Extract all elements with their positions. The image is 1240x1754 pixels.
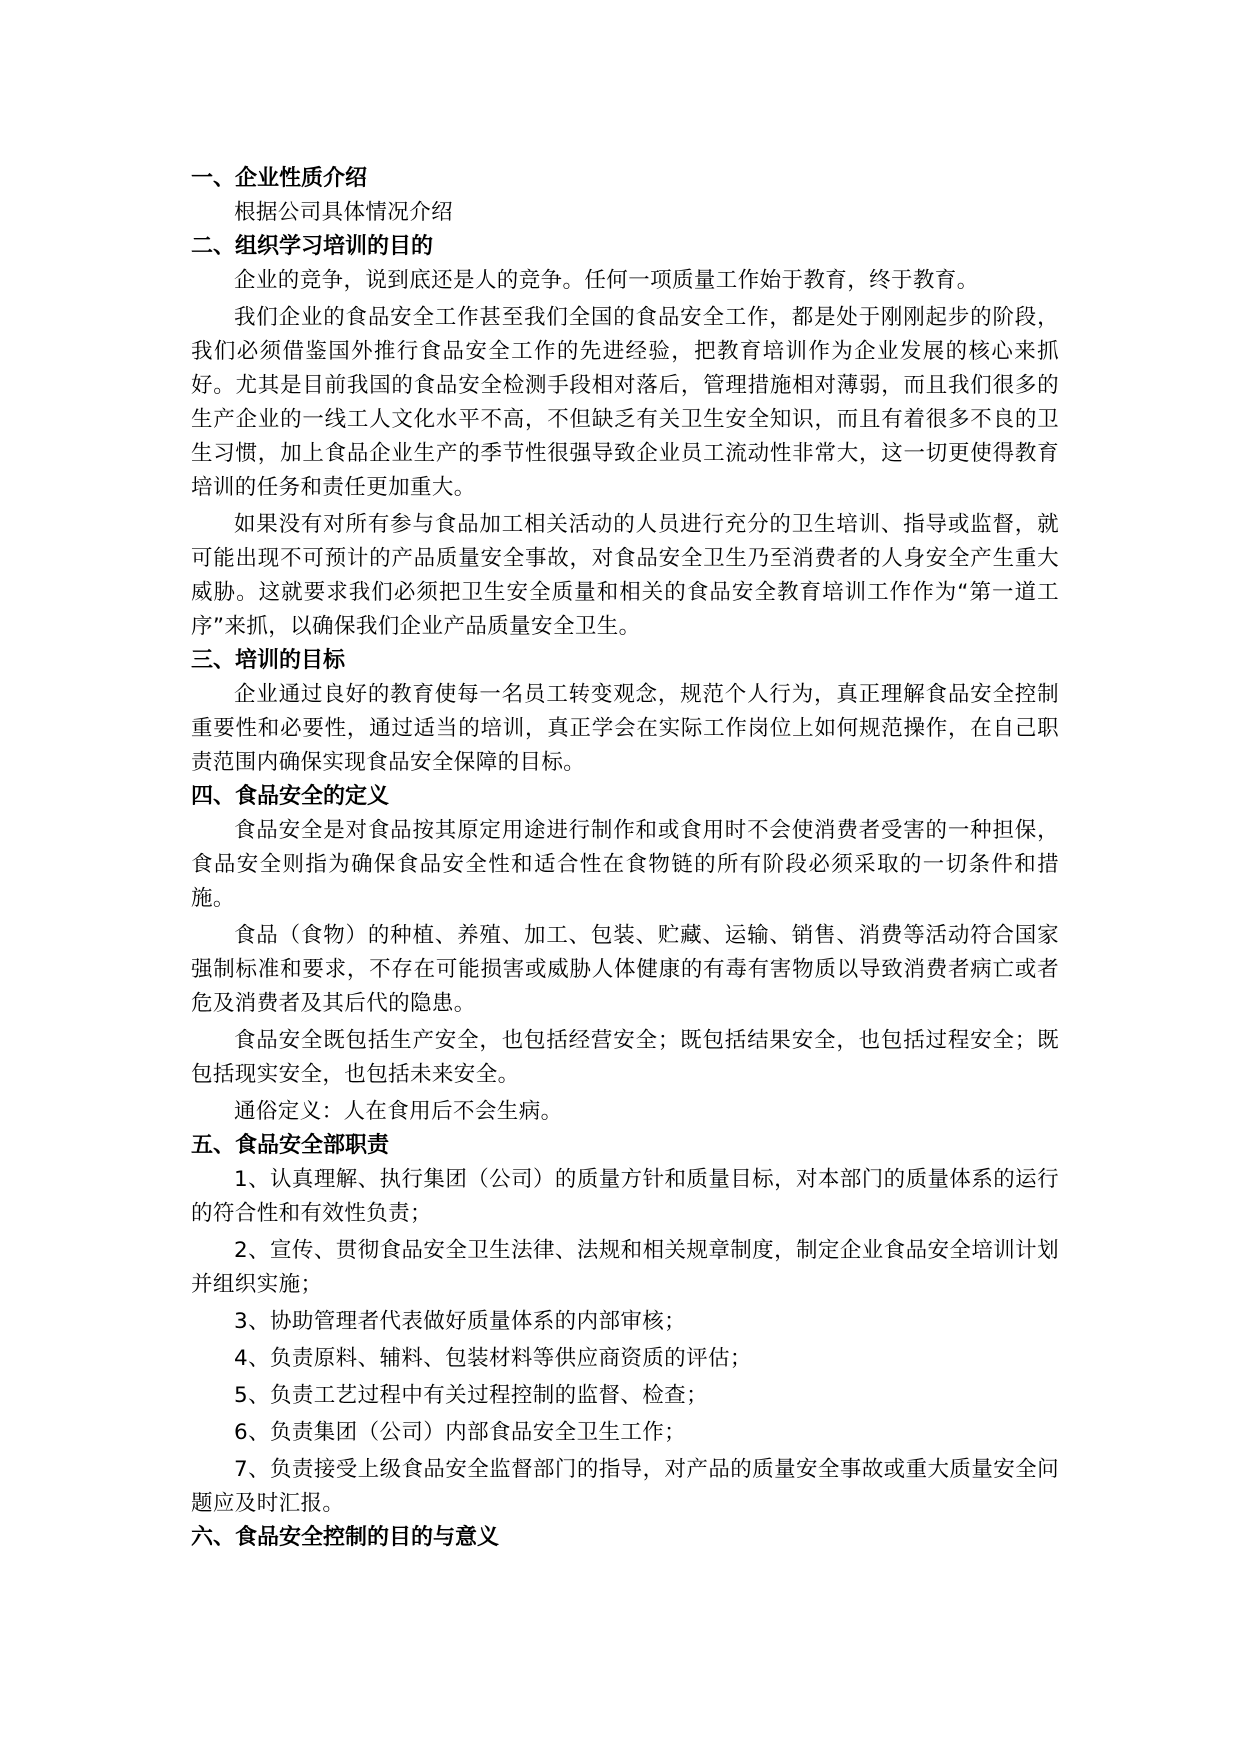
paragraph: 企业通过良好的教育使每一名员工转变观念，规范个人行为，真正理解食品安全控制重要性和必要性，通过适当的培训，真正学会在实际工作岗位上如何规范操作，在自己职责范围内确保实现食品安全保障的目标。 — [191, 682, 1059, 775]
section-training-goal — [191, 644, 1059, 780]
paragraph: 我们企业的食品安全工作甚至我们全国的食品安全工作，都是处于刚刚起步的阶段，我们必须借鉴国外推行食品安全工作的先进经验，把教育培训作为企业发展的核心来抓好。尤其是目前我国的食品安全检测手段相对落后，管理措施相对薄弱，而且我们很多的生产企业的一线工人文化水平不高，不但缺乏有关卫生安全知识，而且有着很多不良的卫生习惯，加上食品企业生产的季节性很强导致企业员工流动性非常大，这一切更使得教育培训的任务和责任更加重大。 — [191, 305, 1059, 500]
section-heading: 一、企业性质介绍 — [191, 166, 368, 191]
paragraph: 食品安全既包括生产安全，也包括经营安全；既包括结果安全，也包括过程安全；既包括现实安全，也包括未来安全。 — [191, 1028, 1059, 1087]
duty-item: 1、认真理解、执行集团（公司）的质量方针和质量目标，对本部门的质量体系的运行的符合性和有效性负责； — [191, 1167, 1059, 1226]
section-heading: 四、食品安全的定义 — [191, 784, 390, 809]
section-control-purpose — [191, 1521, 1059, 1555]
section-heading: 五、食品安全部职责 — [191, 1133, 390, 1158]
duty-item: 7、负责接受上级食品安全监督部门的指导，对产品的质量安全事故或重大质量安全问题应及时汇报。 — [191, 1457, 1059, 1516]
paragraph: 企业的竞争，说到底还是人的竞争。任何一项质量工作始于教育，终于教育。 — [234, 268, 979, 293]
section-heading: 六、食品安全控制的目的与意义 — [191, 1525, 500, 1550]
duty-item: 5、负责工艺过程中有关过程控制的监督、检查； — [234, 1383, 708, 1408]
duty-item: 6、负责集团（公司）内部食品安全卫生工作； — [234, 1420, 687, 1445]
duty-item: 2、宣传、贯彻食品安全卫生法律、法规和相关规章制度，制定企业食品安全培训计划并组织实施； — [191, 1238, 1059, 1297]
paragraph: 根据公司具体情况介绍 — [234, 200, 454, 225]
section-heading: 三、培训的目标 — [191, 648, 346, 673]
section-enterprise-nature — [191, 162, 1059, 230]
section-department-duties — [191, 1129, 1059, 1521]
section-training-purpose — [191, 230, 1059, 644]
document-page — [191, 162, 1059, 1555]
section-heading: 二、组织学习培训的目的 — [191, 234, 434, 259]
duty-item: 3、协助管理者代表做好质量体系的内部审核； — [234, 1309, 687, 1334]
section-food-safety-definition — [191, 780, 1059, 1129]
paragraph: 食品（食物）的种植、养殖、加工、包装、贮藏、运输、销售、消费等活动符合国家强制标准和要求，不存在可能损害或威胁人体健康的有毒有害物质以导致消费者病亡或者危及消费者及其后代的隐患。 — [191, 923, 1059, 1016]
paragraph: 如果没有对所有参与食品加工相关活动的人员进行充分的卫生培训、指导或监督，就可能出现不可预计的产品质量安全事故，对食品安全卫生乃至消费者的人身安全产生重大威胁。这就要求我们必须把卫生安全质量和相关的食品安全教育培训工作作为“第一道工序”来抓，以确保我们企业产品质量安全卫生。 — [191, 512, 1059, 639]
paragraph: 食品安全是对食品按其原定用途进行制作和或食用时不会使消费者受害的一种担保，食品安全则指为确保食品安全性和适合性在食物链的所有阶段必须采取的一切条件和措施。 — [191, 818, 1059, 911]
paragraph: 通俗定义：人在食用后不会生病。 — [234, 1099, 563, 1124]
duty-item: 4、负责原料、辅料、包装材料等供应商资质的评估； — [234, 1346, 752, 1371]
